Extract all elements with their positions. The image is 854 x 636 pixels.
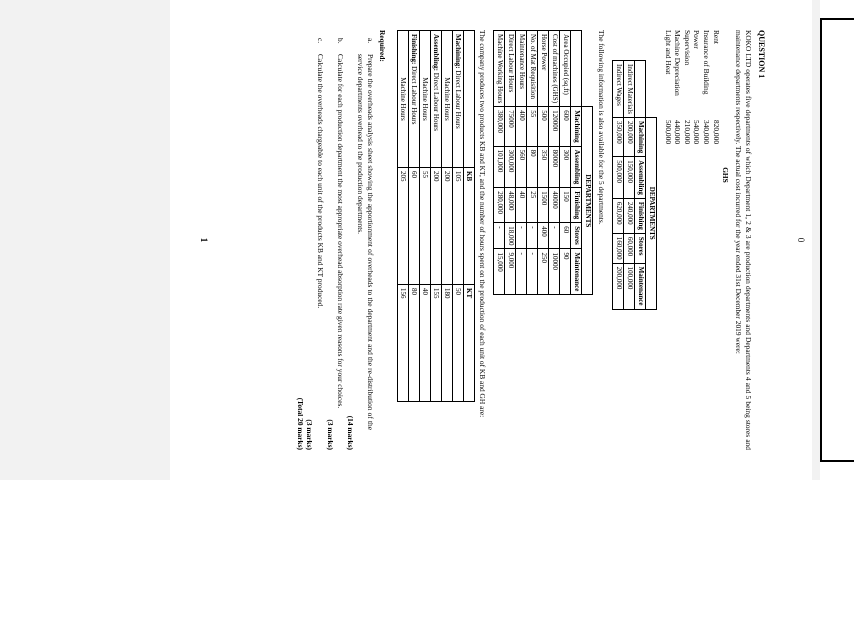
- department-info-table: [493, 30, 593, 295]
- table-cell: 120000: [549, 107, 560, 146]
- table-cell: 9,000: [505, 249, 516, 295]
- table-cell: 150: [560, 188, 571, 223]
- viewer-margin: [0, 0, 170, 480]
- cost-row: [663, 30, 673, 450]
- table-cell: 400: [538, 223, 549, 249]
- item-marks: (14 marks): [345, 415, 355, 450]
- table-cell: 90: [560, 249, 571, 295]
- column-header: Stores: [634, 233, 645, 263]
- kt-value: 50: [452, 285, 463, 402]
- column-header: KT: [463, 285, 474, 402]
- item-text: Prepare the overheads analysis sheet showing the apportionment of overheads to the department and the re-distribution of the service departments overhead to the production departments.: [356, 54, 376, 430]
- row-label-prefix: Finishing:: [410, 34, 419, 65]
- table-row: [612, 61, 623, 310]
- item-letter: c.: [315, 38, 325, 44]
- item-letter: a.: [366, 38, 376, 44]
- cost-label: Machine Depreciation: [673, 30, 683, 96]
- table-row: [527, 31, 538, 295]
- row-label: Machine Hours: [441, 31, 452, 168]
- cost-value: 210,000: [682, 120, 692, 145]
- table-cell: 300: [560, 146, 571, 188]
- table-cell: 25: [527, 188, 538, 223]
- row-label: Maintenance Hours: [516, 31, 527, 107]
- kb-value: 200: [430, 168, 441, 285]
- column-header: Stores: [571, 223, 582, 249]
- column-header: Machining: [634, 117, 645, 156]
- table-cell: 75000: [505, 107, 516, 146]
- table-cell: -: [527, 249, 538, 295]
- table-cell: 15,000: [494, 249, 505, 295]
- column-header: Finishing: [634, 198, 645, 233]
- cost-value: 440,000: [673, 120, 683, 145]
- row-label: Indirect Materials: [623, 61, 634, 118]
- kt-value: 156: [397, 285, 408, 402]
- header-row: [634, 61, 645, 310]
- table-row: [516, 31, 527, 295]
- table-cell: 80000: [549, 146, 560, 188]
- cost-value: 500,000: [663, 120, 673, 145]
- row-label: Machine Hours: [419, 31, 430, 168]
- required-title: Required:: [377, 30, 387, 62]
- table-cell: 350: [538, 146, 549, 188]
- row-label-prefix: Machining:: [454, 34, 463, 69]
- kb-value: 60: [408, 168, 419, 285]
- total-marks: (Total 20 marks): [295, 397, 305, 450]
- table-row: [397, 31, 408, 402]
- kt-value: 180: [441, 285, 452, 402]
- table-cell: 560: [516, 146, 527, 188]
- table-row: [549, 31, 560, 295]
- column-header: [571, 31, 582, 107]
- item-marks: (3 marks): [305, 419, 315, 450]
- table-cell: 40: [516, 188, 527, 223]
- question-intro: KOKO LTD operates five departments of which Department 1, 2 & 3 are production departments and Departments 4 and 5 being stores and maintenance departments respectively. The actual cost incurred for the year ended 31st December 2019 were:: [733, 30, 753, 450]
- table-cell: -: [516, 223, 527, 249]
- item-letter: b.: [336, 38, 346, 44]
- table-cell: 400: [516, 107, 527, 146]
- group-header-row: [645, 61, 656, 310]
- table-cell: 100,000: [623, 263, 634, 309]
- row-label-prefix: Assembling:: [432, 34, 441, 71]
- kb-value: 55: [419, 168, 430, 285]
- table-cell: 160,000: [612, 233, 623, 263]
- required-item: [336, 30, 346, 450]
- column-header: Assembling: [634, 157, 645, 199]
- item-text: Calculate for each production department the most appropriate overhead absorption rate given reasons for your choices.: [336, 54, 346, 409]
- column-header: KB: [463, 168, 474, 285]
- column-header: Maintenance: [634, 263, 645, 309]
- table-cell: 620,000: [612, 198, 623, 233]
- ghs-heading: GHS: [721, 167, 731, 183]
- row-label: Assembling: Direct Labour Hours: [430, 31, 441, 168]
- blank-cell: [582, 31, 593, 107]
- kt-value: 155: [430, 285, 441, 402]
- item-marks: (3 marks): [325, 419, 335, 450]
- question-content: [295, 30, 766, 450]
- required-item: [315, 30, 325, 450]
- cost-row: [682, 30, 692, 450]
- table-cell: 500,000: [612, 157, 623, 199]
- row-label: Machine Hours: [397, 31, 408, 168]
- question-title: QUESTION 1: [757, 30, 766, 79]
- row-label: Horse Power: [538, 31, 549, 107]
- cost-list: [663, 30, 721, 450]
- column-header: Maintenance: [571, 249, 582, 295]
- kt-value: 40: [419, 285, 430, 402]
- table-row: [560, 31, 571, 295]
- row-label: Area Occupied (sq.ft): [560, 31, 571, 107]
- group-header: DEPARTMENTS: [582, 107, 593, 295]
- cost-row: [701, 30, 711, 450]
- table-cell: 101,000: [494, 146, 505, 188]
- required-section: [295, 30, 387, 450]
- table-cell: 350,000: [612, 117, 623, 156]
- table-row: [408, 31, 419, 402]
- kt-value: 80: [408, 285, 419, 402]
- table-cell: 300,000: [505, 146, 516, 188]
- cost-label: Power: [692, 30, 702, 49]
- table-cell: 1500: [538, 188, 549, 223]
- column-header: Machining: [571, 107, 582, 146]
- table-cell: 200,000: [623, 117, 634, 156]
- indirect-costs-table: [612, 60, 657, 310]
- row-label: Finishing: Direct Labour Hours: [408, 31, 419, 168]
- table-cell: 600: [560, 107, 571, 146]
- table-row: [441, 31, 452, 402]
- table-cell: -: [494, 223, 505, 249]
- cost-label: Supervision: [682, 30, 692, 66]
- table-cell: 80: [527, 146, 538, 188]
- table-cell: -: [516, 249, 527, 295]
- row-label: No. of Mat Requisition: [527, 31, 538, 107]
- page-number-top: 0: [796, 237, 806, 243]
- table-cell: 280,000: [494, 188, 505, 223]
- cost-value: 820,000: [711, 120, 721, 145]
- row-label: Cost of machines (GHS): [549, 31, 560, 107]
- table-row: [452, 31, 463, 402]
- table-cell: 240,000: [623, 198, 634, 233]
- table-cell: 500: [538, 107, 549, 146]
- header-row: [571, 31, 582, 295]
- cost-label: Light and Heat: [663, 30, 673, 75]
- cost-value: 540,000: [692, 120, 702, 145]
- table-cell: 60: [560, 223, 571, 249]
- blank-cell: [645, 61, 656, 118]
- kb-value: 205: [397, 168, 408, 285]
- document-page-container: [176, 0, 806, 636]
- header-row: [463, 31, 474, 402]
- document-page: [176, 0, 812, 480]
- cost-row: [673, 30, 683, 450]
- page-number-bottom: 1: [199, 237, 209, 243]
- product-hours-table: [397, 30, 475, 402]
- group-header: DEPARTMENTS: [645, 117, 656, 309]
- table-row: [505, 31, 516, 295]
- table-cell: 380,000: [494, 107, 505, 146]
- table-cell: 48,000: [505, 188, 516, 223]
- row-label: Machining: Direct Labour Hours: [452, 31, 463, 168]
- table-cell: -: [527, 223, 538, 249]
- kb-value: 105: [452, 168, 463, 285]
- row-label: Indirect Wages: [612, 61, 623, 118]
- row-label: Machine Working Hours: [494, 31, 505, 107]
- table-cell: 18,000: [505, 223, 516, 249]
- row-label: Direct Labour Hours: [505, 31, 516, 107]
- group-header-row: [582, 31, 593, 295]
- column-header: Finishing: [571, 188, 582, 223]
- column-header: [634, 61, 645, 118]
- products-intro-text: The company produces two products KB and KT, and the number of hours spent on the production of each unit of KB and GH are:: [478, 30, 488, 418]
- table-cell: 10000: [549, 249, 560, 295]
- table-row: [538, 31, 549, 295]
- table-row: [430, 31, 441, 402]
- table-cell: 40000: [549, 188, 560, 223]
- cost-value: 340,000: [702, 120, 712, 145]
- item-text: Calculate the overheads chargeable to each unit of the products KB and KT produced.: [315, 54, 325, 309]
- table-cell: 250: [538, 249, 549, 295]
- table-row: [419, 31, 430, 402]
- cost-row: [692, 30, 702, 450]
- next-page-preview[interactable]: [820, 18, 854, 462]
- table-cell: 200,000: [612, 263, 623, 309]
- table-cell: 55: [527, 107, 538, 146]
- column-header: Assembling: [571, 146, 582, 188]
- cost-label: Rent: [711, 30, 721, 44]
- following-info-text: The following information is also available for the 5 departments.: [596, 30, 606, 225]
- table-cell: 60,000: [623, 233, 634, 263]
- column-header: [463, 31, 474, 168]
- cost-row: [711, 30, 721, 450]
- required-item: [356, 30, 375, 450]
- table-cell: -: [549, 223, 560, 249]
- kb-value: 200: [441, 168, 452, 285]
- cost-label: Insurance of Building: [702, 30, 712, 95]
- table-row: [494, 31, 505, 295]
- table-row: [623, 61, 634, 310]
- table-cell: 150,000: [623, 157, 634, 199]
